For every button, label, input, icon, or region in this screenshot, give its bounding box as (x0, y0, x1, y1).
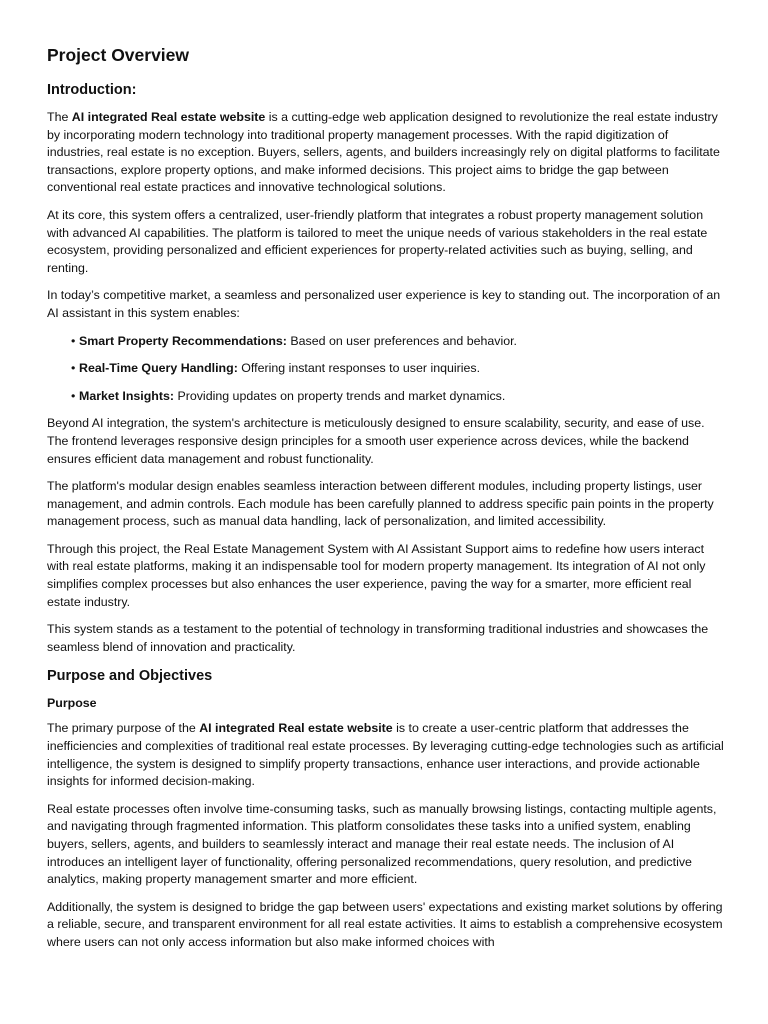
purpose-p1-bold: AI integrated Real estate website (199, 721, 393, 736)
bullet-label: Real-Time Query Handling: (79, 361, 238, 376)
bullet-icon: • (71, 388, 76, 403)
intro-p1-post: is a cutting-edge web application designed to revolutionize the real estate industry by incorporating modern technology into traditional property management processes. With the rapid digitization of industries, real estate is no exception. Buyers, sellers, agents, and builders increasingly rely on digital platforms to facilitate transactions, explore property options, and make informed decisions. This project aims to bridge the gap between conventional real estate practices and innovative technological solutions. (47, 110, 720, 195)
bullet-icon: • (71, 361, 76, 376)
intro-paragraph-7: This system stands as a testament to the potential of technology in transforming traditional industries and showcases the seamless blend of innovation and practicality. (47, 622, 709, 654)
intro-paragraph-3: In today’s competitive market, a seamless and personalized user experience is key to standing out. The incorporation of an AI assistant in this system enables: (47, 288, 721, 320)
introduction-heading: Introduction: (47, 82, 137, 98)
intro-paragraph-1 (47, 109, 724, 197)
intro-p1-pre: The (47, 110, 72, 124)
list-item (71, 360, 724, 378)
intro-paragraph-4: Beyond AI integration, the system's architecture is meticulously designed to ensure scalability, security, and ease of use. The frontend leverages responsive design principles for a smooth user experience across devices, while the backend ensures efficient data management and robust functionality. (47, 416, 705, 466)
intro-p1-bold: AI integrated Real estate website (71, 110, 266, 124)
intro-paragraph-2: At its core, this system offers a centralized, user-friendly platform that integrates a robust property management solution with advanced AI capabilities. The platform is tailored to meet the unique needs of various stakeholders in the real estate ecosystem, providing personalized and efficient experiences for property-related activities such as buying, selling, and renting. (47, 207, 708, 275)
bullet-text: Providing updates on property trends and market dynamics. (174, 388, 506, 403)
purpose-paragraph-1 (47, 720, 724, 790)
bullet-icon: • (71, 333, 76, 348)
purpose-subheading: Purpose (47, 696, 97, 711)
ai-features-list (47, 333, 724, 406)
purpose-p1-post: is to create a user-centric platform that addresses the inefficiencies and complexities of traditional real estate processes. By leveraging cutting-edge technologies such as artificial intelligence, the system is designed to simplify property transactions, enhance user interactions, and provide actionable insights for informed decision-making. (47, 721, 724, 789)
intro-paragraph-6: Through this project, the Real Estate Management System with AI Assistant Support aims to redefine how users interact with real estate platforms, making it an indispensable tool for modern property management. Its integration of AI not only simplifies complex processes but also enhances the user experience, paving the way for a smarter, more efficient real estate industry. (47, 541, 706, 609)
purpose-paragraph-2: Real estate processes often involve time-consuming tasks, such as manually browsing listings, contacting multiple agents, and navigating through fragmented information. This platform consolidates these tasks into a unified system, enabling buyers, sellers, agents, and builders to seamlessly interact and manage their real estate needs. The inclusion of AI introduces an intelligent layer of functionality, offering personalized recommendations, query resolution, and predictive analytics, making property management smarter and more efficient. (47, 801, 717, 887)
bullet-text: Based on user preferences and behavior. (286, 333, 518, 348)
purpose-objectives-heading: Purpose and Objectives (47, 668, 213, 685)
purpose-paragraph-3: Additionally, the system is designed to bridge the gap between users' expectations and existing market solutions by offering a reliable, secure, and transparent environment for all real estate activities. It aims to establish a comprehensive ecosystem where users can not only access information but also make informed choices with (47, 899, 723, 949)
purpose-p1-pre: The primary purpose of the (47, 721, 200, 736)
bullet-label: Smart Property Recommendations: (79, 333, 287, 348)
list-item (71, 388, 724, 406)
list-item (71, 333, 724, 351)
bullet-text: Offering instant responses to user inquiries. (237, 361, 481, 376)
bullet-label: Market Insights: (79, 388, 175, 403)
page-title: Project Overview (47, 45, 190, 65)
intro-paragraph-5: The platform's modular design enables seamless interaction between different modules, including property listings, user management, and admin controls. Each module has been carefully planned to address specific pain points in the property management process, such as manual data handling, lack of personalization, and limited accessibility. (47, 479, 714, 529)
